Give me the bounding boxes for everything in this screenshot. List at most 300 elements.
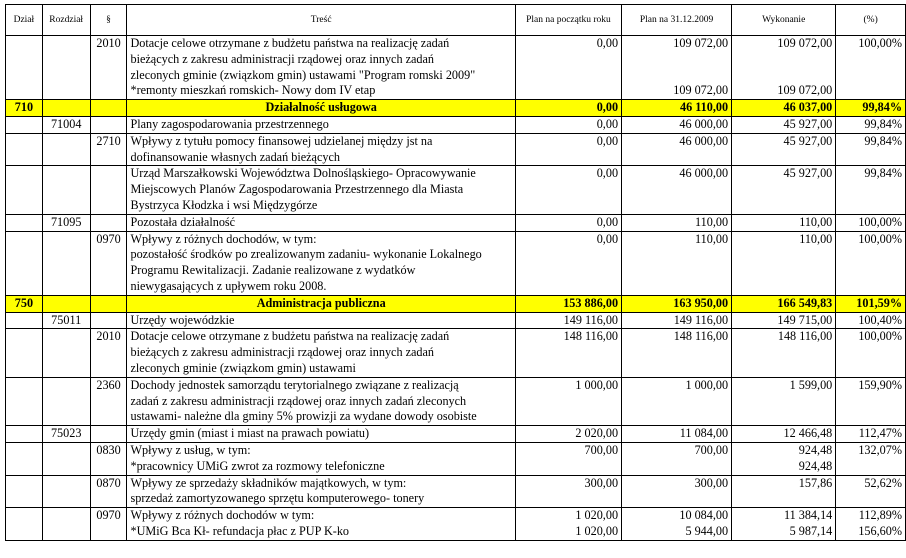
plan-start-cell [515, 377, 621, 425]
dzial-cell: 710 [6, 100, 43, 117]
wykonanie-cell-line: 46 037,00 [783, 100, 833, 115]
tresc-cell [127, 36, 515, 100]
plan-start-cell-line [519, 361, 618, 377]
wykonanie-cell [732, 508, 836, 541]
paragraf-row [6, 475, 906, 508]
plan-end-cell-line: 46 000,00 [679, 133, 729, 148]
paragraf-row [6, 231, 906, 295]
paragraf-cell: 2360 [90, 377, 127, 425]
plan-end-cell-line: 109 072,00 [673, 83, 729, 98]
dzial-cell [6, 214, 43, 231]
wykonanie-cell-line: 110,00 [799, 231, 833, 246]
plan-start-cell-line: 0,00 [596, 36, 619, 50]
plan-end-cell-line [625, 150, 728, 166]
procent-cell [836, 312, 906, 329]
tresc-cell-line: zleconych gminie (związkom gmin) ustawami "Program romski 2009" [130, 67, 476, 82]
plan-start-cell-line: 1 000,00 [575, 377, 619, 392]
wykonanie-cell-line [735, 150, 832, 166]
wykonanie-cell-line [735, 279, 832, 295]
wykonanie-cell [732, 133, 836, 166]
tresc-cell-line: Wpływy z tytułu pomocy finansowej udzielanej między jst na [130, 133, 433, 148]
budget-table [5, 4, 906, 541]
plan-end-cell-line: 148 116,00 [673, 329, 729, 344]
plan-end-cell-line: 149 116,00 [673, 312, 729, 327]
tresc-cell [127, 231, 515, 295]
tresc-cell-line: Bystrzyca Kłodzka i wsi Międzygórze [130, 197, 318, 212]
tresc-cell-line: sprzedaż zamortyzowanego sprzętu komputerowego- tonery [130, 491, 425, 506]
tresc-cell [127, 166, 515, 214]
plan-start-cell-line [519, 345, 618, 361]
rozdzial-cell [42, 36, 90, 100]
wykonanie-cell-line: 45 927,00 [783, 133, 833, 148]
wykonanie-cell-line: 157,86 [798, 475, 833, 490]
paragraf-cell [90, 295, 127, 312]
plan-end-cell-line: 5 944,00 [685, 523, 729, 538]
plan-start-cell [515, 508, 621, 541]
plan-start-cell [515, 36, 621, 100]
wykonanie-cell-line [735, 68, 832, 84]
dzial-cell [6, 329, 43, 377]
paragraf-cell [90, 312, 127, 329]
rozdzial-cell [42, 442, 90, 475]
plan-end-cell [622, 36, 732, 100]
wykonanie-cell [732, 231, 836, 295]
wykonanie-cell-line: 1 599,00 [789, 377, 833, 392]
procent-cell-line: 100,00% [858, 214, 902, 229]
wykonanie-cell-line [735, 52, 832, 68]
plan-start-cell-line: 0,00 [596, 214, 619, 229]
header-procent: (%) [836, 5, 906, 36]
plan-end-cell-line [625, 279, 728, 295]
procent-cell [836, 231, 906, 295]
wykonanie-cell-line [735, 345, 832, 361]
rozdzial-cell: 75023 [42, 426, 90, 443]
procent-cell-line: 100,00% [858, 329, 902, 344]
wykonanie-cell-line [735, 409, 832, 425]
header-plan-start: Plan na początku roku [515, 5, 621, 36]
plan-end-cell [622, 100, 732, 117]
wykonanie-cell [732, 426, 836, 443]
procent-cell-line: 112,89% [858, 508, 902, 523]
plan-start-cell [515, 166, 621, 214]
rozdzial-row [6, 116, 906, 133]
paragraf-row [6, 133, 906, 166]
plan-end-cell [622, 116, 732, 133]
rozdzial-cell [42, 100, 90, 117]
plan-start-cell [515, 231, 621, 295]
tresc-cell [127, 508, 515, 541]
wykonanie-cell-line [735, 361, 832, 377]
tresc-cell-line: dofinansowanie własnych zadań bieżących [130, 149, 340, 164]
plan-end-cell [622, 312, 732, 329]
plan-end-cell-line: 110,00 [695, 231, 729, 246]
wykonanie-cell [732, 475, 836, 508]
tresc-cell-line: *remonty mieszkań romskich- Nowy dom IV etap [130, 83, 376, 98]
paragraf-cell: 0970 [90, 231, 127, 295]
plan-start-cell [515, 100, 621, 117]
wykonanie-cell-line [735, 491, 832, 507]
procent-cell-line: 100,40% [858, 312, 902, 327]
tresc-cell-line: Urzędy wojewódzkie [130, 312, 235, 327]
plan-end-cell-line: 46 000,00 [679, 166, 729, 181]
wykonanie-cell [732, 377, 836, 425]
plan-end-cell-line [625, 198, 728, 214]
wykonanie-cell [732, 36, 836, 100]
plan-start-cell-line: 0,00 [596, 116, 619, 131]
wykonanie-cell-line [735, 198, 832, 214]
plan-end-cell-line [625, 345, 728, 361]
wykonanie-cell-line: 45 927,00 [783, 116, 833, 131]
header-paragraf: § [90, 5, 127, 36]
procent-cell-line: 99,84% [864, 133, 902, 148]
plan-end-cell-line: 10 084,00 [679, 508, 729, 523]
wykonanie-cell-line: 924,48 [798, 458, 833, 473]
tresc-cell-line: niewygasających z upływem roku 2008. [130, 278, 327, 293]
dzial-cell [6, 508, 43, 541]
plan-start-cell-line [519, 150, 618, 166]
wykonanie-cell-line: 109 072,00 [777, 36, 833, 50]
rozdzial-row [6, 312, 906, 329]
dzial-cell [6, 377, 43, 425]
header-dzial: Dział [6, 5, 43, 36]
paragraf-cell: 0970 [90, 508, 127, 541]
paragraf-row [6, 442, 906, 475]
tresc-cell [127, 475, 515, 508]
plan-start-cell-line: 0,00 [596, 100, 619, 115]
plan-end-cell [622, 329, 732, 377]
tresc-cell-line: Pozostała działalność [130, 214, 236, 229]
header-tresc: Treść [127, 5, 515, 36]
paragraf-cell: 2710 [90, 133, 127, 166]
plan-start-cell-line [519, 459, 618, 475]
budget-body [6, 36, 906, 541]
procent-cell-line [839, 247, 902, 263]
wykonanie-cell [732, 166, 836, 214]
tresc-cell-line: Urzędy gmin (miast i miast na prawach powiatu) [130, 426, 370, 441]
tresc-cell-line: Dotacje celowe otrzymane z budżetu państwa na realizację zadań [130, 36, 450, 50]
dzial-cell [6, 312, 43, 329]
dzial-row [6, 295, 906, 312]
plan-end-cell-line [625, 52, 728, 68]
plan-start-cell-line: 1 020,00 [575, 508, 619, 523]
wykonanie-cell [732, 100, 836, 117]
plan-end-cell [622, 133, 732, 166]
plan-start-cell-line [519, 247, 618, 263]
wykonanie-cell-line: 148 116,00 [777, 329, 833, 344]
plan-start-cell [515, 295, 621, 312]
procent-cell-line: 99,84% [864, 166, 902, 181]
wykonanie-cell-line: 149 715,00 [777, 312, 833, 327]
plan-start-cell-line [519, 52, 618, 68]
paragraf-cell: 0870 [90, 475, 127, 508]
procent-cell [836, 214, 906, 231]
plan-start-cell-line [519, 83, 618, 99]
plan-start-cell-line [519, 279, 618, 295]
paragraf-cell [90, 100, 127, 117]
tresc-cell-line: Dochody jednostek samorządu terytorialnego związane z realizacją [130, 377, 459, 392]
plan-end-cell [622, 442, 732, 475]
plan-end-cell-line: 700,00 [694, 442, 729, 457]
plan-end-cell-line: 1 000,00 [685, 377, 729, 392]
paragraf-row [6, 377, 906, 425]
wykonanie-cell-line [735, 263, 832, 279]
tresc-cell-line: Dotacje celowe otrzymane z budżetu państwa na realizację zadań [130, 329, 450, 344]
plan-start-cell [515, 475, 621, 508]
dzial-row [6, 100, 906, 117]
tresc-cell-line: Wpływy z usług, w tym: [130, 442, 251, 457]
procent-cell-line: 112,47% [858, 426, 902, 441]
tresc-cell-line: Wpływy ze sprzedaży składników majątkowych, w tym: [130, 475, 407, 490]
tresc-cell-line: Działalność usługowa [265, 100, 377, 115]
rozdzial-cell [42, 377, 90, 425]
procent-cell-line [839, 52, 902, 68]
tresc-cell-line: Miejscowych Planów Zagospodarowania Przestrzennego dla Miasta [130, 182, 464, 197]
tresc-cell [127, 329, 515, 377]
tresc-cell-line: Programu Rewitalizacji. Zadanie realizowane z wydatków [130, 263, 416, 278]
procent-cell-line [839, 345, 902, 361]
dzial-cell [6, 475, 43, 508]
plan-start-cell [515, 329, 621, 377]
plan-end-cell-line: 46 110,00 [680, 100, 729, 115]
rozdzial-cell [42, 329, 90, 377]
plan-end-cell-line [625, 409, 728, 425]
plan-start-cell [515, 442, 621, 475]
dzial-cell [6, 116, 43, 133]
procent-cell [836, 426, 906, 443]
dzial-cell [6, 166, 43, 214]
procent-cell-line: 101,59% [856, 295, 902, 310]
plan-end-cell-line [625, 491, 728, 507]
plan-start-cell-line: 1 020,00 [575, 523, 619, 538]
rozdzial-cell [42, 133, 90, 166]
procent-cell-line [839, 361, 902, 377]
procent-cell-line [839, 394, 902, 410]
procent-cell [836, 377, 906, 425]
wykonanie-cell [732, 329, 836, 377]
dzial-cell [6, 133, 43, 166]
dzial-cell [6, 231, 43, 295]
plan-end-cell [622, 214, 732, 231]
plan-start-cell-line [519, 198, 618, 214]
wykonanie-cell-line: 924,48 [798, 442, 833, 457]
dzial-cell [6, 36, 43, 100]
tresc-cell [127, 377, 515, 425]
plan-end-cell [622, 166, 732, 214]
paragraf-cell [90, 166, 127, 214]
paragraf-cell: 2010 [90, 329, 127, 377]
procent-cell [836, 475, 906, 508]
plan-end-cell-line [625, 361, 728, 377]
tresc-cell-line: bieżących z zakresu administracji rządowej oraz innych zadań [130, 345, 434, 360]
wykonanie-cell [732, 295, 836, 312]
wykonanie-cell-line: 5 987,14 [789, 523, 833, 538]
tresc-cell [127, 426, 515, 443]
plan-start-cell-line: 0,00 [596, 133, 619, 148]
wykonanie-cell [732, 214, 836, 231]
wykonanie-cell-line: 11 384,14 [783, 508, 833, 523]
plan-end-cell [622, 295, 732, 312]
procent-cell [836, 166, 906, 214]
plan-start-cell [515, 426, 621, 443]
procent-cell-line: 99,84% [864, 116, 902, 131]
wykonanie-cell-line [735, 394, 832, 410]
plan-end-cell-line [625, 394, 728, 410]
tresc-cell-line: pozostałość środków po zrealizowanym zadaniu- wykonanie Lokalnego [130, 247, 482, 262]
plan-start-cell-line: 0,00 [596, 166, 619, 181]
paragraf-row [6, 166, 906, 214]
procent-cell-line [839, 263, 902, 279]
procent-cell [836, 442, 906, 475]
plan-start-cell-line [519, 68, 618, 84]
paragraf-row [6, 329, 906, 377]
tresc-cell-line: ustawami- należne dla gminy 5% prowizji za wydane dowody osobiste [130, 409, 477, 424]
procent-cell-line [839, 459, 902, 475]
plan-start-cell-line [519, 491, 618, 507]
plan-start-cell-line [519, 409, 618, 425]
tresc-cell [127, 214, 515, 231]
paragraf-cell: 2010 [90, 36, 127, 100]
plan-end-cell-line [625, 68, 728, 84]
procent-cell-line [839, 182, 902, 198]
procent-cell-line: 159,90% [858, 377, 902, 392]
procent-cell-line [839, 279, 902, 295]
rozdzial-cell: 71095 [42, 214, 90, 231]
procent-cell-line [839, 409, 902, 425]
plan-start-cell [515, 312, 621, 329]
wykonanie-cell-line: 109 072,00 [777, 83, 833, 98]
plan-end-cell-line: 11 084,00 [679, 426, 729, 441]
wykonanie-cell-line [735, 247, 832, 263]
plan-start-cell-line [519, 394, 618, 410]
rozdzial-cell [42, 475, 90, 508]
header-wykonanie: Wykonanie [732, 5, 836, 36]
paragraf-cell [90, 426, 127, 443]
plan-end-cell-line [625, 459, 728, 475]
plan-start-cell-line: 148 116,00 [563, 329, 619, 344]
procent-cell-line [839, 491, 902, 507]
plan-start-cell-line: 300,00 [584, 475, 619, 490]
wykonanie-cell [732, 442, 836, 475]
plan-end-cell-line [625, 263, 728, 279]
plan-end-cell-line: 300,00 [694, 475, 729, 490]
plan-end-cell [622, 231, 732, 295]
procent-cell-line: 52,62% [864, 475, 902, 490]
plan-start-cell-line: 149 116,00 [563, 312, 619, 327]
rozdzial-cell [42, 508, 90, 541]
plan-end-cell [622, 475, 732, 508]
wykonanie-cell-line: 12 466,48 [783, 426, 833, 441]
rozdzial-row [6, 214, 906, 231]
procent-cell [836, 508, 906, 541]
tresc-cell [127, 100, 515, 117]
tresc-cell-line: *pracownicy UMiG zwrot za rozmowy telefoniczne [130, 458, 385, 473]
paragraf-row [6, 36, 906, 100]
plan-start-cell-line [519, 263, 618, 279]
paragraf-cell [90, 214, 127, 231]
paragraf-cell [90, 116, 127, 133]
procent-cell [836, 116, 906, 133]
tresc-cell-line: bieżących z zakresu administracji rządowej oraz innych zadań [130, 51, 434, 66]
wykonanie-cell [732, 116, 836, 133]
rozdzial-cell: 71004 [42, 116, 90, 133]
rozdzial-cell: 75011 [42, 312, 90, 329]
plan-end-cell [622, 508, 732, 541]
plan-start-cell [515, 133, 621, 166]
plan-start-cell [515, 214, 621, 231]
plan-end-cell-line: 163 950,00 [673, 295, 729, 310]
plan-end-cell-line [625, 247, 728, 263]
plan-end-cell-line [625, 182, 728, 198]
tresc-cell-line: *UMiG Bca Kł- refundacja płac z PUP K-ko [130, 523, 350, 538]
tresc-cell-line: zleconych gminie (związkom gmin) ustawami [130, 360, 356, 375]
plan-end-cell-line: 46 000,00 [679, 116, 729, 131]
tresc-cell-line: Plany zagospodarowania przestrzennego [130, 116, 329, 131]
rozdzial-row [6, 426, 906, 443]
plan-start-cell [515, 116, 621, 133]
tresc-cell [127, 116, 515, 133]
plan-end-cell-line: 109 072,00 [673, 36, 729, 50]
wykonanie-cell-line [735, 182, 832, 198]
tresc-cell-line: Wpływy z różnych dochodów w tym: [130, 508, 315, 523]
procent-cell-line [839, 198, 902, 214]
tresc-cell [127, 312, 515, 329]
procent-cell-line: 100,00% [858, 231, 902, 246]
paragraf-cell: 0830 [90, 442, 127, 475]
plan-start-cell-line: 2 020,00 [575, 426, 619, 441]
procent-cell-line [839, 83, 902, 99]
procent-cell-line: 132,07% [858, 442, 902, 457]
dzial-cell: 750 [6, 295, 43, 312]
dzial-cell [6, 426, 43, 443]
wykonanie-cell [732, 312, 836, 329]
plan-start-cell-line: 0,00 [596, 231, 619, 246]
tresc-cell-line: Urząd Marszałkowski Województwa Dolnośląskiego- Opracowywanie [130, 166, 476, 181]
procent-cell-line [839, 68, 902, 84]
wykonanie-cell-line: 45 927,00 [783, 166, 833, 181]
rozdzial-cell [42, 166, 90, 214]
procent-cell-line: 156,60% [858, 523, 902, 538]
procent-cell [836, 100, 906, 117]
plan-end-cell [622, 426, 732, 443]
tresc-cell-line: Administracja publiczna [256, 295, 386, 310]
wykonanie-cell-line: 110,00 [799, 214, 833, 229]
procent-cell [836, 329, 906, 377]
wykonanie-cell-line: 166 549,83 [777, 295, 833, 310]
procent-cell [836, 295, 906, 312]
plan-end-cell-line: 110,00 [695, 214, 729, 229]
paragraf-row [6, 508, 906, 541]
dzial-cell [6, 442, 43, 475]
procent-cell-line: 100,00% [858, 36, 902, 50]
rozdzial-cell [42, 295, 90, 312]
plan-end-cell [622, 377, 732, 425]
tresc-cell-line: zadań z zakresu administracji rządowej oraz innych zadań zleconych [130, 393, 467, 408]
plan-start-cell-line: 700,00 [584, 442, 619, 457]
tresc-cell [127, 442, 515, 475]
rozdzial-cell [42, 231, 90, 295]
header-plan-end: Plan na 31.12.2009 [622, 5, 732, 36]
procent-cell [836, 36, 906, 100]
procent-cell [836, 133, 906, 166]
tresc-cell [127, 133, 515, 166]
tresc-cell-line: Wpływy z różnych dochodów, w tym: [130, 231, 317, 246]
tresc-cell [127, 295, 515, 312]
plan-start-cell-line: 153 886,00 [563, 295, 619, 310]
procent-cell-line: 99,84% [862, 100, 902, 115]
header-rozdzial: Rozdział [42, 5, 90, 36]
procent-cell-line [839, 150, 902, 166]
plan-start-cell-line [519, 182, 618, 198]
